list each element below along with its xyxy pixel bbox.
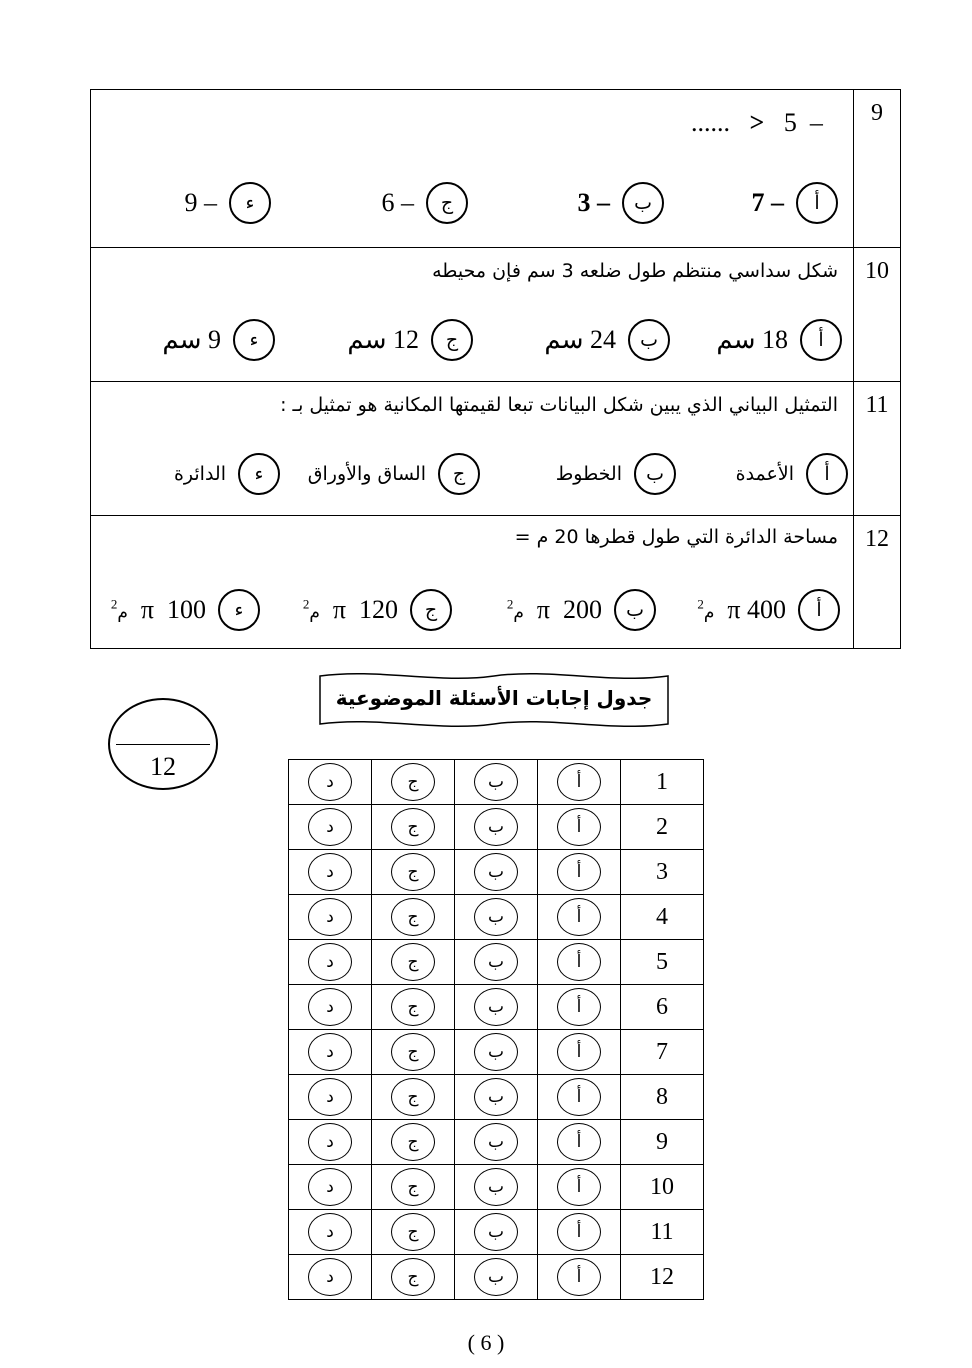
answer-choice-bubble[interactable]: د xyxy=(308,988,352,1026)
answer-cell xyxy=(289,1210,372,1255)
answer-row-number: 1 xyxy=(621,760,704,805)
option-letter: أ xyxy=(798,589,840,631)
answer-cell xyxy=(372,895,455,940)
option-b[interactable]: ب الخطوط xyxy=(556,452,676,496)
answer-cell xyxy=(372,1165,455,1210)
answer-choice-bubble[interactable]: د xyxy=(308,1168,352,1206)
answer-choice-bubble[interactable]: أ xyxy=(557,1033,601,1071)
answer-choice-bubble[interactable]: ج xyxy=(391,1168,435,1206)
answer-choice-bubble[interactable]: ج xyxy=(391,988,435,1026)
answer-cell xyxy=(372,1255,455,1300)
question-row xyxy=(91,516,900,648)
option-letter: ج xyxy=(431,319,473,361)
answer-cell xyxy=(289,1030,372,1075)
answer-choice-bubble[interactable]: أ xyxy=(557,898,601,936)
answer-cell xyxy=(538,1030,621,1075)
question-stem: التمثيل البياني الذي يبين شكل البيانات تبعا لقيمتها المكانية هو تمثيل بـ : xyxy=(280,394,838,416)
answer-cell xyxy=(289,805,372,850)
option-letter: ء xyxy=(229,182,271,224)
answer-row-number: 9 xyxy=(621,1120,704,1165)
answer-choice-bubble[interactable]: ب xyxy=(474,853,518,891)
answer-cell xyxy=(455,940,538,985)
answer-choice-bubble[interactable]: ب xyxy=(474,988,518,1026)
option-letter: ب xyxy=(622,182,664,224)
answer-row xyxy=(289,1210,704,1255)
option-letter: أ xyxy=(806,453,848,495)
option-d[interactable]: ء 100 π م$^2$ xyxy=(111,588,260,632)
answer-cell xyxy=(289,1165,372,1210)
answer-choice-bubble[interactable]: أ xyxy=(557,1078,601,1116)
score-line xyxy=(116,744,210,745)
answer-cell xyxy=(538,895,621,940)
answer-cell xyxy=(455,805,538,850)
answer-cell xyxy=(289,760,372,805)
answer-row-number: 6 xyxy=(621,985,704,1030)
question-row xyxy=(91,248,900,382)
option-d[interactable]: ء الدائرة xyxy=(174,452,280,496)
answer-row xyxy=(289,850,704,895)
answer-cell xyxy=(372,1210,455,1255)
answer-choice-bubble[interactable]: ج xyxy=(391,853,435,891)
answer-cell xyxy=(289,1120,372,1165)
answer-cell xyxy=(372,985,455,1030)
answer-cell xyxy=(538,1210,621,1255)
answer-choice-bubble[interactable]: د xyxy=(308,808,352,846)
answer-table-title: جدول إجابات الأسئلة الموضوعية xyxy=(335,686,653,710)
option-letter: ب xyxy=(614,589,656,631)
answer-row-number: 3 xyxy=(621,850,704,895)
answer-cell xyxy=(455,1210,538,1255)
answer-choice-bubble[interactable]: ب xyxy=(474,1033,518,1071)
question-stem: مساحة الدائرة التي طول قطرها 20 م = xyxy=(514,526,838,548)
answer-cell xyxy=(372,1030,455,1075)
option-letter: ء xyxy=(238,453,280,495)
page-number: ( 6 ) xyxy=(467,1330,505,1355)
answer-cell xyxy=(289,940,372,985)
option-letter: ء xyxy=(233,319,275,361)
answer-cell xyxy=(538,985,621,1030)
option-b[interactable]: ب – 3 xyxy=(578,181,665,225)
answer-cell xyxy=(538,1075,621,1120)
question-number: 10 xyxy=(853,248,900,381)
answer-cell xyxy=(455,1075,538,1120)
answer-cell xyxy=(455,760,538,805)
option-letter: أ xyxy=(796,182,838,224)
answer-choice-bubble[interactable]: ج xyxy=(391,1258,435,1296)
answer-cell xyxy=(372,850,455,895)
answer-row xyxy=(289,805,704,850)
answer-choice-bubble[interactable]: د xyxy=(308,1033,352,1071)
option-letter: ج xyxy=(438,453,480,495)
answer-choice-bubble[interactable]: ب xyxy=(474,1258,518,1296)
answer-row-number: 5 xyxy=(621,940,704,985)
answer-choice-bubble[interactable]: ج xyxy=(391,1033,435,1071)
option-d[interactable]: ء 9 سم xyxy=(162,318,275,362)
answer-row-number: 12 xyxy=(621,1255,704,1300)
answer-cell xyxy=(538,1165,621,1210)
answer-cell xyxy=(372,805,455,850)
answer-cell xyxy=(372,940,455,985)
answer-cell xyxy=(289,1255,372,1300)
answer-row-number: 11 xyxy=(621,1210,704,1255)
answer-cell xyxy=(538,850,621,895)
answer-table-banner xyxy=(318,668,670,732)
answer-row-number: 10 xyxy=(621,1165,704,1210)
option-a[interactable]: أ الأعمدة xyxy=(736,452,848,496)
option-c[interactable]: ج – 6 xyxy=(382,181,469,225)
answer-choice-bubble[interactable]: ج xyxy=(391,898,435,936)
answer-cell xyxy=(289,985,372,1030)
answer-choice-bubble[interactable]: ب xyxy=(474,1123,518,1161)
question-row xyxy=(91,90,900,248)
answer-cell xyxy=(289,1075,372,1120)
questions-table xyxy=(90,89,901,649)
answer-row xyxy=(289,985,704,1030)
answer-choice-bubble[interactable]: د xyxy=(308,853,352,891)
answer-choice-bubble[interactable]: أ xyxy=(557,1123,601,1161)
answer-row xyxy=(289,1255,704,1300)
question-number: 12 xyxy=(853,516,900,648)
answer-choice-bubble[interactable]: د xyxy=(308,763,352,801)
answer-choice-bubble[interactable]: د xyxy=(308,943,352,981)
option-letter: ء xyxy=(218,589,260,631)
answer-row xyxy=(289,895,704,940)
answer-grid xyxy=(288,759,704,1300)
answer-row-number: 4 xyxy=(621,895,704,940)
answer-row-number: 7 xyxy=(621,1030,704,1075)
answer-choice-bubble[interactable]: ج xyxy=(391,763,435,801)
option-c[interactable]: ج 12 سم xyxy=(347,318,473,362)
answer-choice-bubble[interactable]: أ xyxy=(557,943,601,981)
answer-row-number: 2 xyxy=(621,805,704,850)
answer-choice-bubble[interactable]: ب xyxy=(474,1078,518,1116)
answer-cell xyxy=(455,1165,538,1210)
answer-cell xyxy=(538,940,621,985)
answer-choice-bubble[interactable]: ب xyxy=(474,808,518,846)
answer-row xyxy=(289,1165,704,1210)
answer-choice-bubble[interactable]: أ xyxy=(557,808,601,846)
answer-choice-bubble[interactable]: أ xyxy=(557,988,601,1026)
answer-choice-bubble[interactable]: أ xyxy=(557,1213,601,1251)
answer-row xyxy=(289,760,704,805)
answer-cell xyxy=(455,1255,538,1300)
score-total: 12 xyxy=(150,752,176,781)
answer-cell xyxy=(538,760,621,805)
answer-cell xyxy=(455,985,538,1030)
option-d[interactable]: ء – 9 xyxy=(185,181,272,225)
answer-row-number: 8 xyxy=(621,1075,704,1120)
answer-choice-bubble[interactable]: ب xyxy=(474,943,518,981)
answer-cell xyxy=(455,895,538,940)
answer-choice-bubble[interactable]: د xyxy=(308,898,352,936)
answer-cell xyxy=(455,850,538,895)
option-letter: ب xyxy=(634,453,676,495)
answer-choice-bubble[interactable]: ب xyxy=(474,898,518,936)
option-a[interactable]: أ – 7 xyxy=(752,181,839,225)
answer-row xyxy=(289,1030,704,1075)
option-c[interactable]: ج الساق والأوراق xyxy=(308,452,480,496)
answer-choice-bubble[interactable]: ب xyxy=(474,1213,518,1251)
answer-choice-bubble[interactable]: أ xyxy=(557,853,601,891)
option-letter: ج xyxy=(426,182,468,224)
question-number: 11 xyxy=(853,382,900,515)
answer-cell xyxy=(372,760,455,805)
answer-choice-bubble[interactable]: أ xyxy=(557,1168,601,1206)
answer-row xyxy=(289,1075,704,1120)
option-a[interactable]: أ 400 π م$^2$ xyxy=(697,588,840,632)
answer-cell xyxy=(455,1030,538,1075)
option-c[interactable]: ج 120 π م$^2$ xyxy=(303,588,452,632)
answer-choice-bubble[interactable]: ب xyxy=(474,1168,518,1206)
answer-choice-bubble[interactable]: ج xyxy=(391,1123,435,1161)
answer-choice-bubble[interactable]: ج xyxy=(391,943,435,981)
question-row xyxy=(91,382,900,516)
score-oval xyxy=(108,698,218,790)
option-letter: ج xyxy=(410,589,452,631)
answer-cell xyxy=(455,1120,538,1165)
option-letter: أ xyxy=(800,319,842,361)
option-a[interactable]: أ 18 سم xyxy=(716,318,842,362)
answer-cell xyxy=(538,1120,621,1165)
answer-cell xyxy=(372,1120,455,1165)
answer-cell xyxy=(372,1075,455,1120)
question-stem: ...... > 5 – xyxy=(691,108,823,137)
answer-choice-bubble[interactable]: ب xyxy=(474,763,518,801)
answer-cell xyxy=(289,850,372,895)
question-stem: شكل سداسي منتظم طول ضلعه 3 سم فإن محيطه xyxy=(432,260,838,282)
option-b[interactable]: ب 24 سم xyxy=(544,318,670,362)
answer-choice-bubble[interactable]: ج xyxy=(391,1213,435,1251)
answer-choice-bubble[interactable]: أ xyxy=(557,763,601,801)
answer-choice-bubble[interactable]: د xyxy=(308,1258,352,1296)
answer-choice-bubble[interactable]: د xyxy=(308,1213,352,1251)
answer-row xyxy=(289,1120,704,1165)
answer-cell xyxy=(538,805,621,850)
answer-choice-bubble[interactable]: ج xyxy=(391,808,435,846)
answer-cell xyxy=(289,895,372,940)
answer-row xyxy=(289,940,704,985)
answer-choice-bubble[interactable]: د xyxy=(308,1078,352,1116)
option-b[interactable]: ب 200 π م$^2$ xyxy=(507,588,656,632)
answer-choice-bubble[interactable]: ج xyxy=(391,1078,435,1116)
answer-choice-bubble[interactable]: أ xyxy=(557,1258,601,1296)
answer-cell xyxy=(538,1255,621,1300)
answer-choice-bubble[interactable]: د xyxy=(308,1123,352,1161)
question-number: 9 xyxy=(853,90,900,247)
option-letter: ب xyxy=(628,319,670,361)
